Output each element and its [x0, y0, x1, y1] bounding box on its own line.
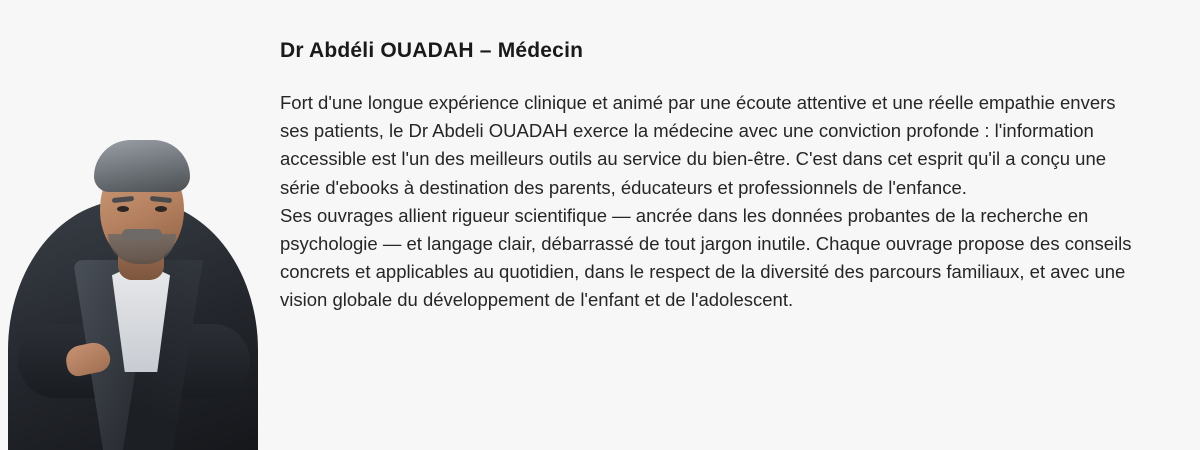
doctor-portrait-image: [0, 30, 270, 450]
portrait-column: [0, 0, 270, 450]
doctor-name-heading: Dr Abdéli OUADAH – Médecin: [280, 39, 584, 62]
eye-left-shape: [117, 206, 129, 212]
eye-right-shape: [155, 206, 167, 212]
mustache-shape: [122, 229, 162, 240]
bio-text-column: [270, 0, 1200, 450]
hair-shape: [94, 140, 190, 192]
bio-paragraph-1: Fort d'une longue expérience clinique et animé par une écoute attentive et une réelle empathie envers ses patients, le Dr Abdeli OUADAH exerce la médecine avec une conviction profonde : l'information accessible est l'un des meilleurs outils au service du bien-être. C'est dans cet esprit qu'il a conçu une série d'ebooks à destination des parents, éducateurs et professionnels de l'enfance.: [280, 92, 1116, 198]
bio-paragraph-2: Ses ouvrages allient rigueur scientifique — ancrée dans les données probantes de la recherche en psychologie — et langage clair, débarrassé de tout jargon inutile. Chaque ouvrage propose des conseils concrets et applicables au quotidien, dans le respect de la diversité des parcours familiaux, et avec une vision globale du développement de l'enfant et de l'adolescent.: [280, 204, 1132, 310]
